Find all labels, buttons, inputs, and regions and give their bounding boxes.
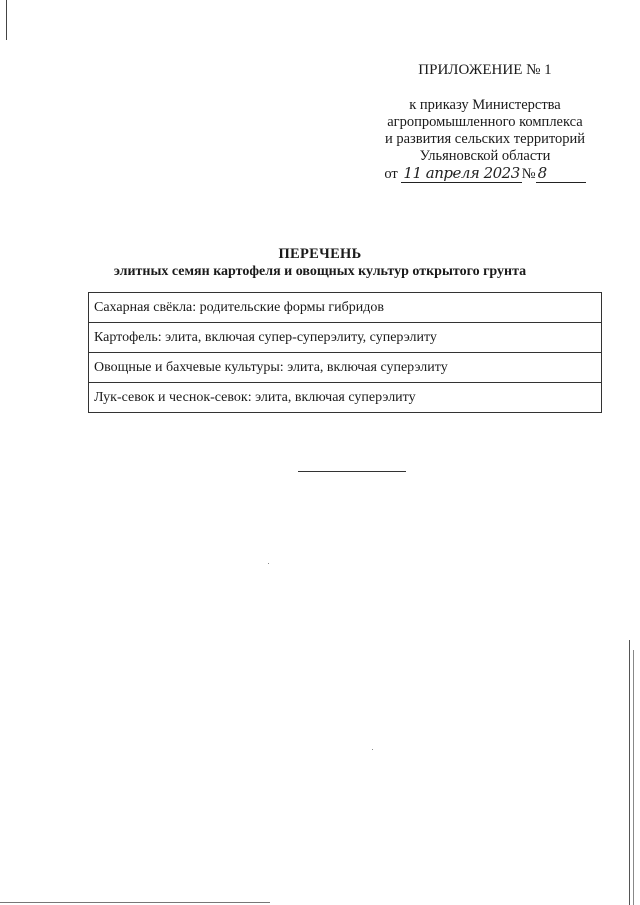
- annex-line: агропромышленного комплекса: [387, 114, 583, 130]
- table-row: [89, 323, 602, 353]
- scan-edge-left: [6, 0, 7, 40]
- annex-line: Ульяновской области: [419, 148, 551, 164]
- annex-line: к приказу Министерства: [409, 97, 561, 113]
- annex-header: [370, 62, 600, 183]
- scan-speck: [268, 563, 269, 564]
- scan-speck: [372, 749, 373, 750]
- annex-line: и развития сельских территорий: [384, 131, 585, 147]
- annex-title: ПРИЛОЖЕНИЕ № 1: [418, 62, 552, 78]
- table-cell: Картофель: элита, включая супер-суперэлиту, суперэлиту: [89, 323, 602, 353]
- table-cell: Лук-севок и чеснок-севок: элита, включая суперэлиту: [89, 383, 602, 413]
- scan-edge-right: [629, 640, 630, 905]
- handwritten-date: 11 апреля 2023: [403, 164, 520, 182]
- scan-edge-right-secondary: [633, 650, 634, 905]
- seed-list-table: [88, 292, 602, 413]
- handwritten-order-number: 8: [536, 165, 586, 183]
- number-sign: №: [521, 166, 536, 182]
- table-cell: Сахарная свёкла: родительские формы гибридов: [89, 293, 602, 323]
- list-subtitle: элитных семян картофеля и овощных культур открытого грунта: [113, 264, 527, 279]
- table-row: [89, 353, 602, 383]
- end-divider: [298, 471, 406, 472]
- date-prefix: от: [384, 166, 398, 182]
- scan-edge-bottom: [0, 902, 270, 903]
- list-title: ПЕРЕЧЕНЬ: [278, 246, 362, 262]
- table-row: [89, 383, 602, 413]
- table-row: [89, 293, 602, 323]
- table-cell: Овощные и бахчевые культуры: элита, включая суперэлиту: [89, 353, 602, 383]
- document-heading: [80, 246, 560, 280]
- order-date-line: [370, 165, 600, 183]
